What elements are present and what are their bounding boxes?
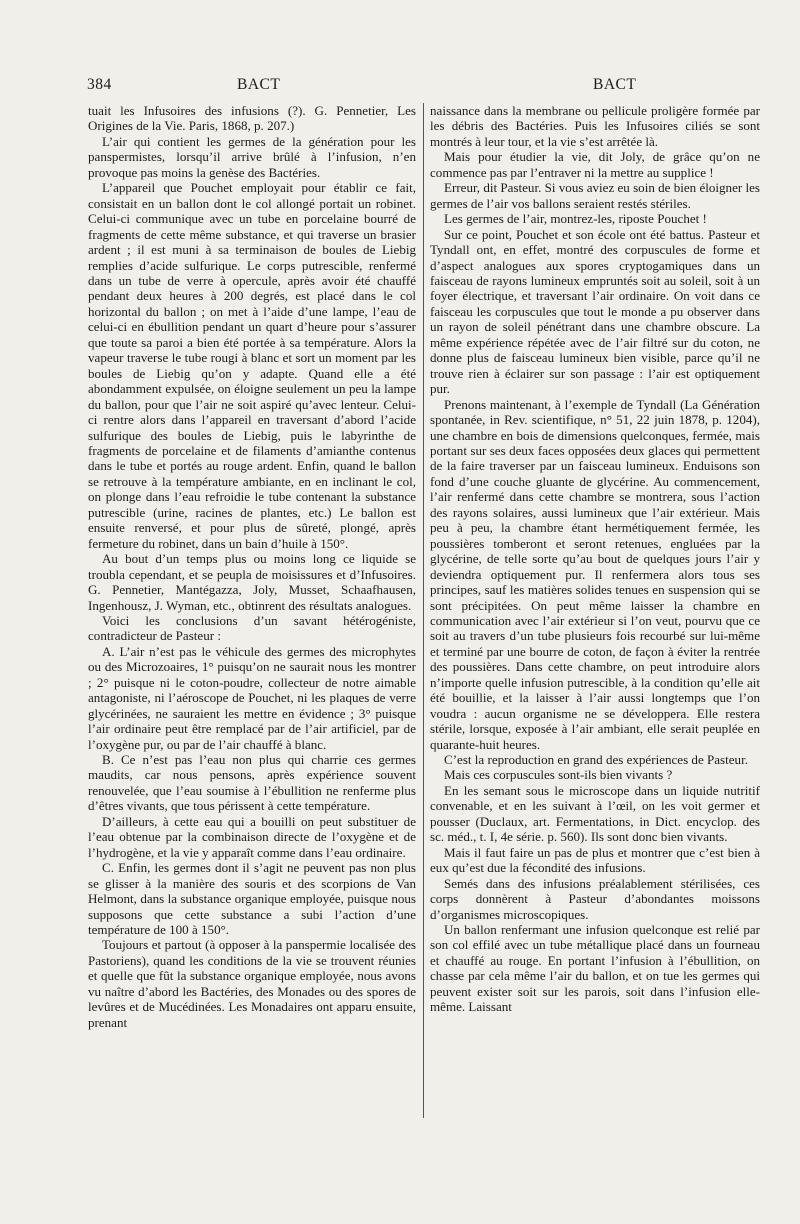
paragraph: Les germes de l’air, montrez-les, riposte Pouchet ! [444, 211, 707, 227]
running-head-left: BACT [237, 76, 281, 93]
paragraph: Prenons maintenant, à l’exemple de Tyndall (La Génération spontanée, in Rev. scientifique, n° 51, 22 juin 1878, p. 1204), une chambre en bois de dimensions quelconques, fermée, mais portant sur ses deux faces opposées deux glaces qui permettent de la faire traverser par un faisceau lumineux. Enduisons son fond d’une couche gluante de glycérine. Au commencement, l’air renfermé dans cette chambre se montrera, sous l’action des rayons solaires, aussi lumineux que l’air extérieur. Mais peu à peu, la chambre étant hermétiquement fermée, les poussières tomberont et seront retenues, engluées par la glycérine, de telle sorte qu’au bout de quelques jours l’air y deviendra optiquement pur. Il renfermera alors tous ses principes, sauf les matières solides tenues en suspension qui se sont précipitées. On peut même laisser la chambre en communication avec l’air extérieur si l’on veut, pourvu que ce soit au travers d’un tube plusieurs fois recourbé sur lui-même et terminé par une bourre de coton, de façon à éviter la rentrée des poussières. Dans cette chambre, on peut introduire alors n’importe quelle infusion putrescible, à la condition qu’elle ait été bouillie, et la laisser à l’air aussi longtemps que l’on voudra : aucun organisme ne se développera. Elle restera stérile, lorsque, exposée à l’air ambiant, elle serait peuplée en quarante-huit heures. [430, 396, 760, 752]
paragraph: D’ailleurs, à cette eau qui a bouilli on peut substituer de l’eau obtenue par la combinaison directe de l’oxygène et de l’hydrogène, et la vie y apparaît comme dans l’eau ordinaire. [88, 813, 416, 860]
paragraph: Un ballon renfermant une infusion quelconque est relié par son col effilé avec un tube métallique placé dans un fourneau et chauffé au rouge. En portant l’infusion à l’ébullition, on chasse par cela même l’air du ballon, et on tue les germes qui peuvent exister soit sur les parois, soit dans l’infusion elle-même. Laissant [430, 922, 760, 1015]
left-column [88, 103, 416, 1153]
paragraph: Au bout d’un temps plus ou moins long ce liquide se troubla cependant, et se peupla de moisissures et d’Infusoires. G. Pennetier, Mantégazza, Joly, Musset, Schaafhausen, Ingenhousz, J. Wyman, etc., obtinrent des résultats analogues. [88, 551, 416, 613]
paragraph: Mais ces corpuscules sont-ils bien vivants ? [444, 767, 673, 783]
paragraph: Mais pour étudier la vie, dit Joly, de grâce qu’on ne commence pas par l’entraver ni la mettre au supplice ! [430, 149, 760, 180]
paragraph: B. Ce n’est pas l’eau non plus qui charrie ces germes maudits, car nous pensons, après expérience souvent renouvelée, que l’eau soumise à l’ébullition ne renferme plus d’êtres vivants, que tous périssent à cette température. [88, 752, 416, 814]
paragraph: tuait les Infusoires des infusions (?). G. Pennetier, Les Origines de la Vie. Paris, 1868, p. 207.) [88, 103, 416, 134]
page-number: 384 [87, 76, 112, 93]
paragraph: Toujours et partout (à opposer à la panspermie localisée des Pastoriens), quand les conditions de la vie se trouvent réunies et quelle que fût la substance organique employée, nous avons vu naître d’abord les Bactéries, des Monades ou des spores de levûres et de Mucédinées. Les Monadaires ont apparu ensuite, prenant [88, 937, 416, 1030]
column-divider [423, 103, 424, 1118]
paragraph: En les semant sous le microscope dans un liquide nutritif convenable, et en les suivant à l’œil, on les voit germer et pousser (Duclaux, art. Fermentations, in Dict. encyclop. des sc. méd., t. I, 4e série. p. 560). Ils sont donc bien vivants. [430, 782, 760, 845]
paragraph: Semés dans des infusions préalablement stérilisées, ces corps donnèrent à Pasteur d’abondantes moissons d’organismes microscopiques. [430, 875, 760, 922]
paragraph: L’air qui contient les germes de la génération pour les panspermistes, lorsqu’il arrive brûlé à l’infusion, n’en provoque pas moins la genèse des Bactéries. [88, 133, 416, 180]
paragraph: Sur ce point, Pouchet et son école ont été battus. Pasteur et Tyndall ont, en effet, montré des corpuscules de forme et d’aspect analogues aux spores cryptogamiques dans un faisceau de rayons lumineux empruntés soit au soleil, soit à un foyer électrique, et traversant l’air ordinaire. On voit dans ce faisceau les corpuscules que tout le monde a pu observer dans un rayon de soleil pénétrant dans une chambre obscure. La même expérience répétée avec de l’air filtré sur du coton, ne donne plus de faisceau lumineux bien visible, parce qu’il ne trouve rien à éclairer sur son passage : l’air est optiquement pur. [430, 226, 760, 397]
paragraph: A. L’air n’est pas le véhicule des germes des microphytes ou des Microzoaires, 1° puisqu’on ne saurait nous les montrer ; 2° puisque ni le coton-poudre, collecteur de notre aimable antagoniste, ni l’aéroscope de Pouchet, ni les plaques de verre glycérinées, ne sauraient les mettre en évidence ; 3° puisque l’air ordinaire peut être remplacé par de l’air artificiel, par de l’oxygène pur, ou par de l’air chauffé à blanc. [88, 643, 416, 752]
paragraph: C. Enfin, les germes dont il s’agit ne peuvent pas non plus se glisser à la manière des souris et des scorpions de Van Helmont, dans la substance organique employée, puisque nous supposons que cette substance a subi l’action d’une température de 100 à 150°. [88, 860, 416, 938]
paragraph: C’est la reproduction en grand des expériences de Pasteur. [444, 752, 748, 768]
paragraph: naissance dans la membrane ou pellicule proligère formée par les débris des Bactéries. Puis les Infusoires ciliés se sont montrés à leur tour, et la vie s’est arrêtée là. [430, 103, 760, 149]
running-head-right: BACT [593, 76, 637, 93]
paragraph: Voici les conclusions d’un savant hétérogéniste, contradicteur de Pasteur : [88, 612, 416, 644]
paragraph: Mais il faut faire un pas de plus et montrer que c’est bien à eux qu’est due la fécondité des infusions. [430, 844, 760, 876]
paragraph: L’appareil que Pouchet employait pour établir ce fait, consistait en un ballon dont le col allongé portait un robinet. Celui-ci communique avec un tube en porcelaine bourré de fragments de cette même substance, et qui traverse un brasier ardent ; il est muni à sa terminaison de boules de Liebig remplies d’acide sulfurique. Le corps putrescible, renfermé dans un tube de verre à opercule, après avoir été chauffé pendant deux heures à 200 degrés, est placé dans le col horizontal du ballon ; on met à l’aide d’une lampe, l’eau de celui-ci en ébullition pendant un quart d’heure pour s’assurer que toute sa paroi a bien été portée à sa température. Alors la vapeur traverse le tube rougi à blanc et sort un moment par les boules de Liebig qu’on y adapte. Quand elle a été abondamment expulsée, on éloigne seulement un peu la lampe du ballon, pour que l’air ne soit aspiré qu’avec lenteur. Celui-ci rentre alors dans l’appareil en traversant d’abord l’acide sulfurique des boules de Liebig, puis le labyrinthe de fragments de porcelaine et de filaments d’amianthe contenus dans le tube et portés au rouge ardent. Enfin, quand le ballon se retrouve à la température ambiante, en en inclinant le col, on plonge dans l’eau refroidie le tube contenant la substance putrescible (urine, racines de plantes, etc.) Le ballon est ensuite renversé, et pour plus de sûreté, plongé, après fermeture du robinet, dans un bain d’huile à 150°. [88, 180, 416, 551]
right-column [430, 103, 760, 1153]
paragraph: Erreur, dit Pasteur. Si vous aviez eu soin de bien éloigner les germes de l’air vos ballons seraient restés stériles. [430, 180, 760, 211]
